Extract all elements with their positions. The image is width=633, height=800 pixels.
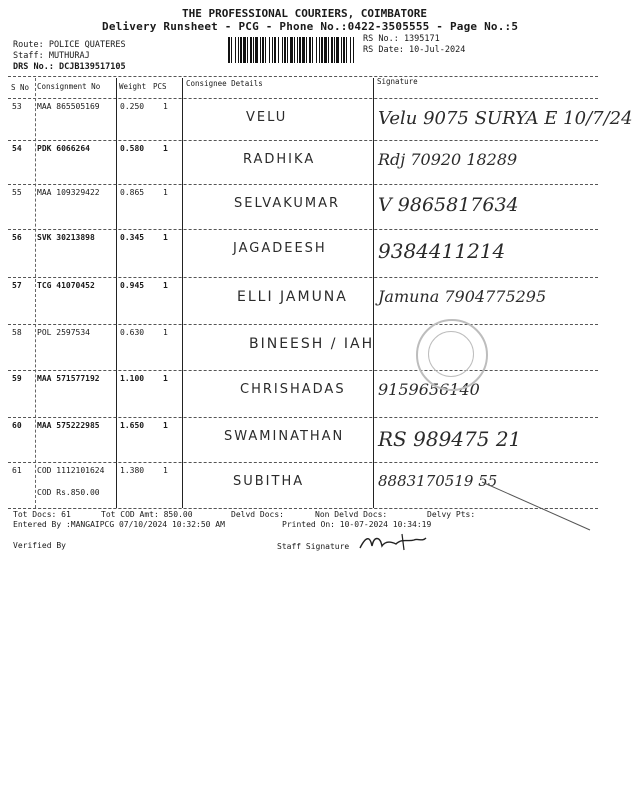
barcode (228, 37, 356, 63)
barcode-bar (321, 37, 323, 63)
barcode-bar (272, 37, 273, 63)
row-pcs: 1 (163, 421, 168, 430)
barcode-bar (316, 37, 317, 63)
runsheet-subtitle: Delivery Runsheet - PCG - Phone No.:0422-3505555 - Page No.:5 (102, 20, 519, 33)
row-signature: Rdj 70920 18289 (378, 150, 518, 169)
row-consignee-name: JAGADEESH (233, 241, 327, 256)
row-pcs: 1 (163, 233, 168, 242)
row-sno: 59 (12, 374, 22, 383)
row-weight: 0.580 (120, 144, 145, 153)
barcode-bar (255, 37, 258, 63)
row-signature: V 9865817634 (378, 194, 519, 216)
entered-by: Entered By :MANGAIPCG 07/10/2024 10:32:50 AM (13, 520, 225, 529)
row-cod-amount: COD Rs.850.00 (37, 488, 100, 497)
company-title: THE PROFESSIONAL COURIERS, COIMBATORE (182, 7, 428, 20)
row-weight: 1.650 (120, 421, 145, 430)
barcode-bar (299, 37, 301, 63)
staff-label: Staff: MUTHURAJ (13, 51, 90, 61)
row-consignment-no: PDK 6066264 (37, 144, 90, 153)
barcode-bar (282, 37, 283, 63)
barcode-bar (278, 37, 279, 63)
row-sno: 60 (12, 421, 22, 430)
row-consignee-name: CHRISHADAS (240, 382, 346, 397)
barcode-bar (274, 37, 276, 63)
barcode-bar (331, 37, 333, 63)
barcode-bar (309, 37, 311, 63)
route-label: Route: POLICE QUATERES (13, 40, 126, 50)
col-divider (182, 78, 183, 508)
row-pcs: 1 (163, 374, 168, 383)
col-signature: Signature (377, 77, 418, 86)
row-weight: 1.100 (120, 374, 145, 383)
row-consignee-name: ELLI JAMUNA (237, 289, 348, 305)
barcode-bar (312, 37, 313, 63)
col-consignee-details: Consignee Details (186, 79, 263, 88)
header-bottom-rule (8, 98, 598, 99)
row-sno: 61 (12, 466, 22, 475)
row-consignment-no: COD 1112101624 (37, 466, 105, 475)
row-signature: Jamuna 7904775295 (378, 287, 547, 306)
barcode-bar (302, 37, 305, 63)
row-separator (8, 229, 598, 230)
barcode-bar (235, 37, 236, 63)
barcode-bar (334, 37, 335, 63)
barcode-bar (253, 37, 254, 63)
row-consignee-name: BINEESH / IAH (249, 336, 375, 352)
barcode-bar (247, 37, 248, 63)
row-consignment-no: MAA 865505169 (37, 102, 100, 111)
barcode-bar (238, 37, 239, 63)
barcode-bar (328, 37, 329, 63)
row-consignee-name: SELVAKUMAR (234, 196, 341, 211)
pen-stroke (480, 480, 600, 540)
barcode-bar (240, 37, 242, 63)
row-consignee-name: RADHIKA (243, 152, 316, 167)
row-signature: 8883170519 55 (378, 472, 498, 490)
delivery-points: Delvy Pts: (427, 510, 476, 519)
office-stamp-inner (428, 331, 474, 377)
row-weight: 0.945 (120, 281, 145, 290)
header-top-rule (8, 76, 598, 77)
row-pcs: 1 (163, 281, 168, 290)
row-consignee-name: VELU (246, 110, 288, 125)
barcode-bar (353, 37, 354, 63)
row-sno: 58 (12, 328, 22, 337)
barcode-bar (228, 37, 230, 63)
row-separator (8, 140, 598, 141)
row-signature: Velu 9075 SURYA E 10/7/24 (378, 108, 633, 129)
row-sno: 54 (12, 144, 22, 153)
barcode-bar (290, 37, 293, 63)
row-pcs: 1 (163, 188, 168, 197)
barcode-bar (346, 37, 347, 63)
staff-signature-label: Staff Signature (277, 542, 350, 551)
col-weight: Weight (119, 82, 147, 91)
barcode-bar (269, 37, 270, 63)
row-separator (8, 184, 598, 185)
row-consignment-no: TCG 41070452 (37, 281, 95, 290)
rs-number: RS No.: 1395171 (363, 34, 440, 44)
barcode-bar (319, 37, 320, 63)
row-weight: 0.630 (120, 328, 145, 337)
row-separator (8, 462, 598, 463)
drs-number: DRS No.: DCJB139517105 (13, 62, 126, 72)
total-docs: Tot Docs: 61 (13, 510, 71, 519)
rs-date: RS Date: 10-Jul-2024 (363, 45, 466, 55)
row-weight: 0.250 (120, 102, 145, 111)
barcode-bar (324, 37, 327, 63)
col-sno: S No (11, 83, 30, 92)
barcode-bar (262, 37, 264, 63)
row-sno: 56 (12, 233, 22, 242)
barcode-bar (336, 37, 339, 63)
barcode-bar (231, 37, 232, 63)
row-separator (8, 277, 598, 278)
row-pcs: 1 (163, 466, 168, 475)
col-divider (373, 78, 374, 508)
row-consignee-name: SUBITHA (233, 474, 305, 489)
row-consignee-name: SWAMINATHAN (224, 429, 345, 444)
row-separator (8, 324, 598, 325)
row-pcs: 1 (163, 102, 168, 111)
row-sno: 55 (12, 188, 22, 197)
row-consignment-no: MAA 575222985 (37, 421, 100, 430)
col-pcs: PCS (153, 82, 167, 91)
barcode-bar (294, 37, 295, 63)
row-sno: 57 (12, 281, 22, 290)
row-consignment-no: POL 2597534 (37, 328, 90, 337)
row-pcs: 1 (163, 144, 168, 153)
delivered-docs: Delvd Docs: (231, 510, 284, 519)
printed-on: Printed On: 10-07-2024 10:34:19 (282, 520, 432, 529)
row-signature: 9159656140 (378, 380, 480, 399)
barcode-bar (306, 37, 307, 63)
row-separator (8, 417, 598, 418)
barcode-bar (243, 37, 246, 63)
row-signature: RS 989475 21 (378, 427, 522, 451)
non-delivered-docs: Non Delvd Docs: (315, 510, 388, 519)
col-divider (116, 78, 117, 508)
col-divider (35, 78, 36, 508)
row-weight: 1.380 (120, 466, 145, 475)
barcode-bar (265, 37, 266, 63)
row-consignment-no: MAA 571577192 (37, 374, 100, 383)
barcode-bar (250, 37, 252, 63)
barcode-bar (284, 37, 286, 63)
row-consignment-no: SVK 30213898 (37, 233, 95, 242)
barcode-bar (260, 37, 261, 63)
row-separator (8, 370, 598, 371)
barcode-bar (341, 37, 342, 63)
total-cod-amount: Tot COD Amt: 850.00 (101, 510, 193, 519)
verified-by: Verified By (13, 541, 66, 550)
row-sno: 53 (12, 102, 22, 111)
row-pcs: 1 (163, 328, 168, 337)
barcode-bar (343, 37, 345, 63)
row-signature: 9384411214 (378, 239, 506, 263)
col-consignment: Consignment No (37, 82, 101, 91)
row-consignment-no: MAA 109329422 (37, 188, 100, 197)
row-weight: 0.345 (120, 233, 145, 242)
barcode-bar (287, 37, 288, 63)
barcode-bar (350, 37, 351, 63)
barcode-bar (297, 37, 298, 63)
row-weight: 0.865 (120, 188, 145, 197)
staff-signature (358, 532, 428, 558)
